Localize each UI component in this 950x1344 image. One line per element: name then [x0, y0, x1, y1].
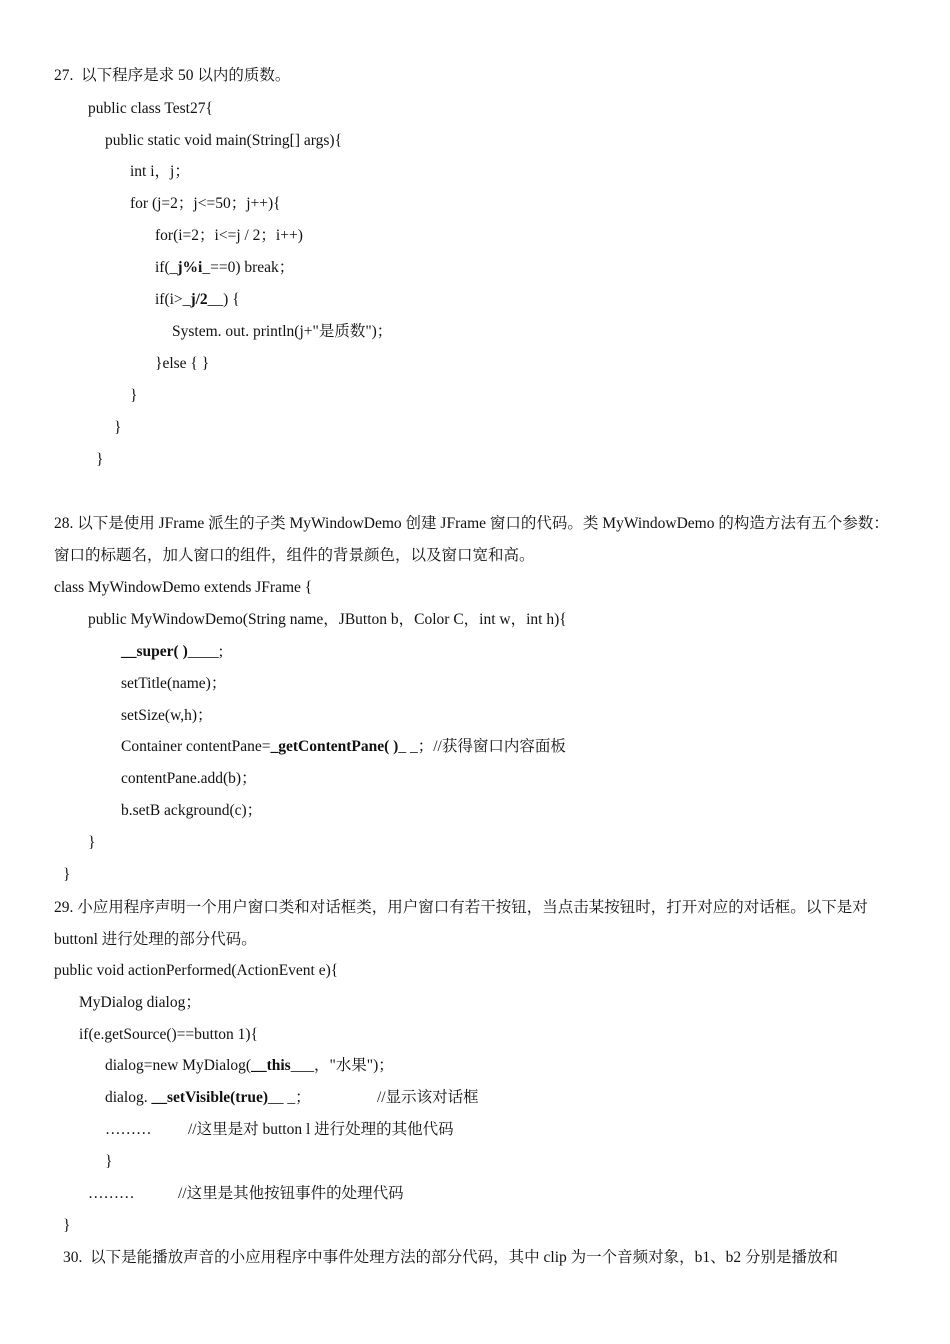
- q29-code-line: [105, 1056, 394, 1076]
- q29-code-line: if(e.getSource()==button 1){: [79, 1026, 259, 1043]
- q27-code-line: public static void main(String[] args){: [105, 132, 343, 149]
- q28-title: 28. 以下是使用 JFrame 派生的子类 MyWindowDemo 创建 JFrame 窗口的代码。类 MyWindowDemo 的构造方法有五个参数：窗口的标题名，加人窗口的组件，组件的背景颜色，以及窗口宽和高。: [54, 515, 889, 564]
- answer-blank: __super( ): [121, 643, 188, 660]
- q29-title: 29. 小应用程序声明一个用户窗口类和对话框类，用户窗口有若干按钮，当点击某按钮时，打开对应的对话框。以下是对 buttonl 进行处理的部分代码。: [54, 899, 868, 948]
- answer-blank: j%i: [177, 259, 203, 276]
- q29-comment: //这里是对 button l 进行处理的其他代码: [188, 1121, 454, 1138]
- code-text: ____;: [187, 643, 224, 660]
- code-text: dialog=new MyDialog(: [105, 1057, 252, 1074]
- q28-code-line: setSize(w,h)；: [121, 707, 213, 724]
- q28-code-line: setTitle(name)；: [121, 675, 227, 692]
- q27-code-line: }else { }: [155, 355, 210, 372]
- q29-code-line: MyDialog dialog；: [79, 994, 201, 1011]
- code-text: _ _；//获得窗口内容面板: [398, 738, 566, 755]
- answer-blank: __setVisible(true): [151, 1089, 269, 1106]
- q28-code-line: }: [88, 834, 96, 851]
- q29-code-line: [105, 1088, 311, 1108]
- q29-comment: //显示该对话框: [377, 1089, 479, 1106]
- code-text: dialog.: [105, 1089, 152, 1106]
- q28-code-line: contentPane.add(b)；: [121, 770, 257, 787]
- q27-code-line: }: [130, 387, 138, 404]
- q27-code-line: [155, 290, 240, 310]
- q27-code-line: for (j=2；j<=50；j++){: [130, 195, 281, 212]
- q27-code-line: [155, 258, 294, 278]
- q29-code-line: }: [63, 1217, 71, 1234]
- q29-ellipsis: ………: [105, 1121, 152, 1138]
- q27-code-line: System. out. println(j+"是质数")；: [172, 323, 393, 340]
- q28-code-line: [121, 737, 566, 757]
- code-text: if(i>_: [155, 291, 191, 308]
- q27-code-line: }: [114, 419, 122, 436]
- q27-code-line: for(i=2；i<=j / 2；i++): [155, 227, 303, 244]
- q27-code-line: int i，j；: [130, 163, 190, 180]
- q29-code-line: }: [105, 1153, 113, 1170]
- q28-code-line: public MyWindowDemo(String name，JButton b，Color C，int w，int h){: [88, 611, 567, 628]
- q28-code-line: b.setB ackground(c)；: [121, 802, 263, 819]
- code-text: __ _；: [268, 1089, 311, 1106]
- code-text: Container contentPane=: [121, 738, 271, 755]
- answer-blank: j/2: [190, 291, 208, 308]
- answer-blank: _getContentPane( ): [270, 738, 399, 755]
- code-text: __) {: [207, 291, 240, 308]
- q29-code-line: public void actionPerformed(ActionEvent e){: [54, 962, 339, 979]
- q27-code-line: }: [96, 451, 104, 468]
- q27-code-line: public class Test27{: [88, 100, 213, 117]
- q28-code-line: class MyWindowDemo extends JFrame {: [54, 579, 313, 596]
- q28-code-line: }: [63, 866, 71, 883]
- q29-ellipsis: ………: [88, 1185, 135, 1202]
- q27-title: 27. 以下程序是求 50 以内的质数。: [54, 67, 291, 84]
- code-text: ___，"水果")；: [290, 1057, 394, 1074]
- answer-blank: __this: [251, 1057, 291, 1074]
- q28-code-line: [121, 642, 223, 662]
- code-text: if(_: [155, 259, 178, 276]
- q30-title: 30. 以下是能播放声音的小应用程序中事件处理方法的部分代码，其中 clip 为一个音频对象，b1、b2 分别是播放和: [63, 1249, 838, 1266]
- code-text: _==0) break；: [202, 259, 295, 276]
- q29-comment: //这里是其他按钮事件的处理代码: [178, 1185, 404, 1202]
